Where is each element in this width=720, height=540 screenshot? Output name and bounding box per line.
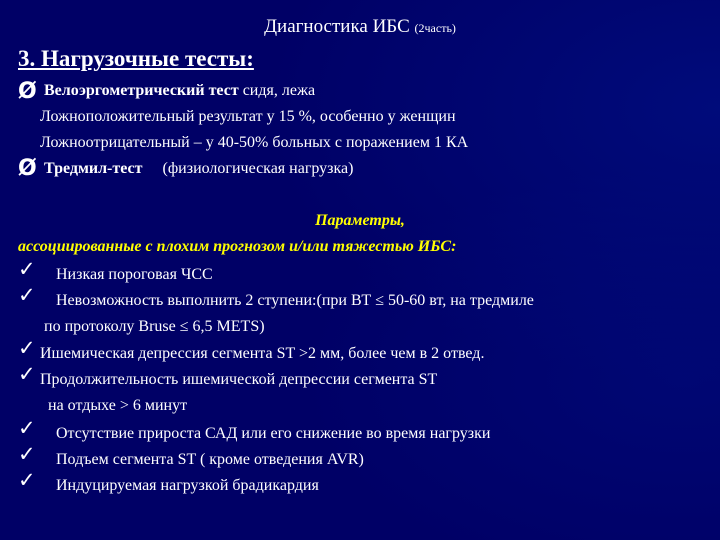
arrow-bullet-icon: Ø <box>18 156 37 181</box>
check-icon: ✓ <box>18 336 36 360</box>
ergometric-test-detail: сидя, лежа <box>238 82 316 99</box>
check-icon: ✓ <box>18 257 36 281</box>
section-heading: 3. Нагрузочные тесты: <box>18 46 254 71</box>
parameters-heading: Параметры, <box>315 212 405 229</box>
treadmill-test-detail: (физиологическая нагрузка) <box>162 160 354 177</box>
check-icon: ✓ <box>18 283 36 307</box>
ergometric-test-item <box>44 82 315 100</box>
checklist-item-low-heart-rate: Низкая пороговая ЧСС <box>56 266 213 283</box>
checklist-item-blood-pressure: Отсутствие прироста САД или его снижение во время нагрузки <box>56 425 491 442</box>
check-icon: ✓ <box>18 362 36 386</box>
slide-title-text: Диагностика ИБС <box>264 16 410 37</box>
checklist-item-st-duration-cont: на отдыхе > 6 минут <box>48 397 188 414</box>
false-negative-text: Ложноотрицательный – у 40-50% больных с поражением 1 КА <box>40 134 469 151</box>
treadmill-test-item <box>44 160 353 178</box>
parameters-subheading: ассоциированные с плохим прогнозом и/или тяжестью ИБС: <box>18 238 457 255</box>
checklist-item-st-elevation: Подъем сегмента ST ( кроме отведения AVR) <box>56 451 364 468</box>
ergometric-test-name: Велоэргометрический тест <box>44 82 239 99</box>
checklist-item-st-duration: Продолжительность ишемической депрессии сегмента ST <box>40 371 438 388</box>
checklist-item-stages: Невозможность выполнить 2 ступени:(при ВТ ≤ 50-60 вт, на тредмиле <box>56 292 534 309</box>
false-positive-text: Ложноположительный результат у 15 %, особенно у женщин <box>40 108 456 125</box>
slide-title <box>0 16 720 38</box>
slide-title-note: (2часть) <box>414 21 456 35</box>
checklist-item-st-depression: Ишемическая депрессия сегмента ST >2 мм, более чем в 2 отвед. <box>40 345 485 362</box>
checklist-item-bradycardia: Индуцируемая нагрузкой брадикардия <box>56 477 319 494</box>
arrow-bullet-icon: Ø <box>18 79 37 104</box>
check-icon: ✓ <box>18 416 36 440</box>
check-icon: ✓ <box>18 442 36 466</box>
checklist-item-stages-cont: по протоколу Bruse ≤ 6,5 METS) <box>44 318 265 335</box>
treadmill-test-name: Тредмил-тест <box>44 160 143 177</box>
check-icon: ✓ <box>18 468 36 492</box>
